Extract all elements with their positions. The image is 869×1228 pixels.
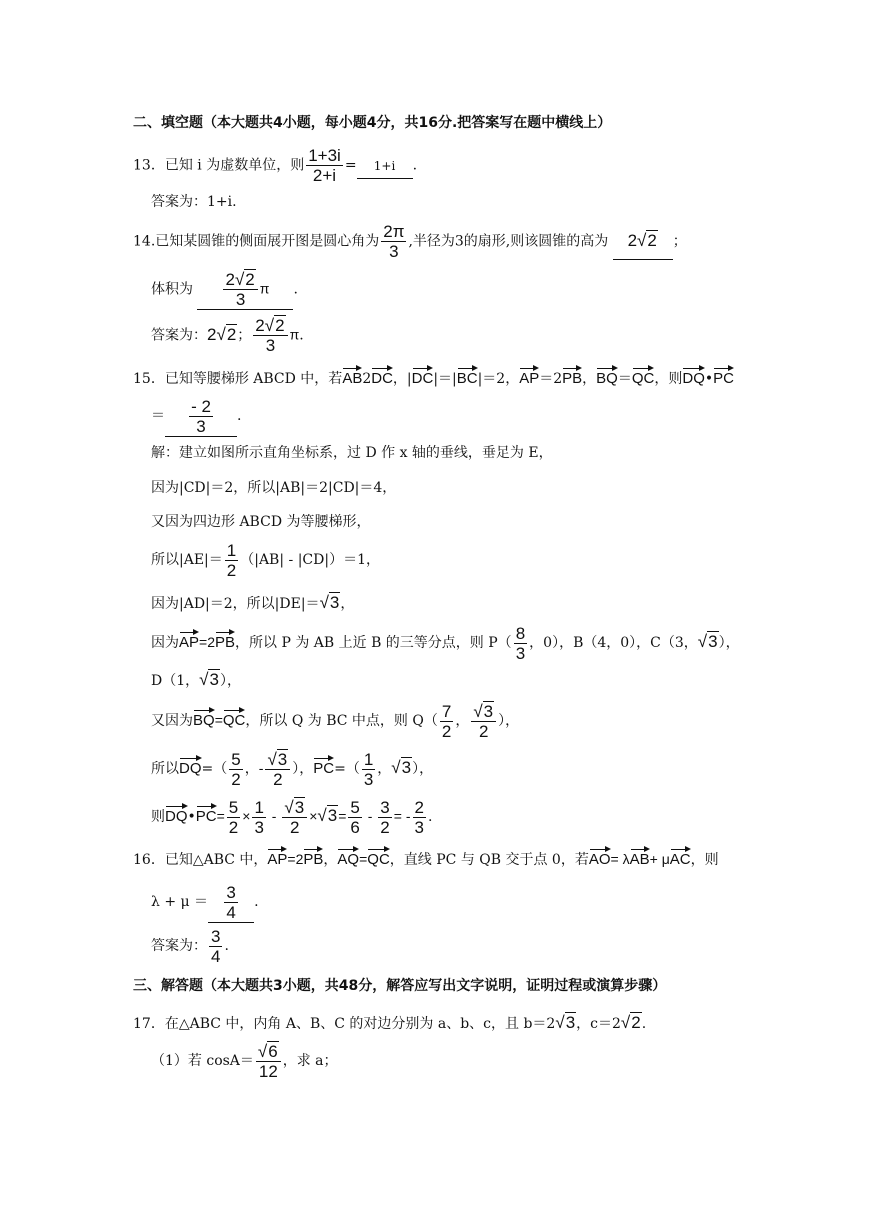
numerator: 1 xyxy=(226,540,237,560)
text-run: 所以|AE|＝ xyxy=(151,552,223,568)
numerator xyxy=(253,316,287,336)
text-run: ，所以 P 为 AB 上近 B 的三等分点，则 P（ xyxy=(235,635,512,651)
denominator: 3 xyxy=(235,290,246,309)
denominator: 3 xyxy=(515,643,526,663)
text-run: 因为 xyxy=(151,635,179,651)
text-run: 所以 xyxy=(151,761,179,777)
text-run: π xyxy=(259,280,270,297)
numerator xyxy=(256,1042,281,1062)
radicand: 2 xyxy=(226,324,237,344)
vector: AB xyxy=(630,846,650,868)
question-17-part-1 xyxy=(151,1040,338,1082)
text-run: λ + μ ＝ xyxy=(151,894,209,910)
text-run: 2 xyxy=(255,316,265,335)
numerator: 1 xyxy=(363,749,374,769)
text-run: = xyxy=(338,808,347,824)
vector: PC xyxy=(313,755,334,777)
solution-line xyxy=(151,590,354,617)
text-run: 14.已知某圆锥的侧面展开图是圆心角为 xyxy=(133,233,380,250)
fraction xyxy=(225,541,238,580)
numerator: 3 xyxy=(211,926,221,946)
text-run: ）， xyxy=(292,761,314,777)
denominator: 2+i xyxy=(312,166,337,185)
answer-blank: 1+i xyxy=(357,154,413,179)
denominator: 4 xyxy=(211,946,221,966)
text-run: 又因为 xyxy=(151,713,193,729)
vector: DC xyxy=(371,365,393,387)
text-run: ，c＝2 xyxy=(576,1016,621,1032)
square-root: 2√2 xyxy=(627,230,657,250)
fraction xyxy=(381,222,406,261)
text-run: ）， xyxy=(498,713,520,729)
text-run: ， xyxy=(323,852,338,868)
vector: QC xyxy=(223,707,246,729)
numerator: 3 xyxy=(380,797,390,817)
text-run: ，直线 PC 与 QB 交于点 0，若 xyxy=(389,852,589,868)
text-run: 16．已知△ABC 中， xyxy=(133,852,268,868)
square-root: 2√2 xyxy=(255,316,285,335)
question-16-answer-line xyxy=(151,882,259,923)
numerator: 2π xyxy=(383,222,405,241)
square-root: √3 xyxy=(284,797,305,817)
square-root: √3 xyxy=(697,632,718,651)
text-run: . xyxy=(412,157,418,174)
text-run: = xyxy=(214,712,223,728)
text-run: = - xyxy=(393,808,411,824)
radicand: 2 xyxy=(275,316,285,335)
solution-line xyxy=(151,748,433,789)
fraction xyxy=(348,798,361,837)
vector: AP xyxy=(519,365,539,387)
text-run: ）， xyxy=(412,761,434,777)
text-run: 13．已知 i 为虚数单位，则 xyxy=(133,157,305,174)
text-run: ，0），B（4，0），C（3， xyxy=(529,635,698,651)
text-run: π xyxy=(289,326,300,343)
fraction xyxy=(440,702,453,741)
question-15: 15．已知等腰梯形 ABCD 中，若AB2DC，|DC|＝|BC|＝2，AP＝2PB，BQ＝QC，则DQ•PC xyxy=(133,365,734,392)
vector: PB xyxy=(215,629,235,651)
solution-line xyxy=(151,796,432,837)
vector: PC xyxy=(713,365,734,387)
text-run: = λ xyxy=(610,851,630,867)
solution-line xyxy=(151,540,380,580)
solution-line: 因为|CD|＝2，所以|AB|＝2|CD|＝4， xyxy=(151,480,397,496)
solution-line xyxy=(151,668,241,693)
text-run: ，求 a； xyxy=(282,1053,338,1069)
numerator: 5 xyxy=(228,797,239,817)
vector: PC xyxy=(196,803,217,825)
denominator: 2 xyxy=(441,721,452,741)
text-run: 答案为： xyxy=(151,938,207,954)
denominator: 3 xyxy=(196,416,206,436)
text-run: ， xyxy=(340,596,355,612)
denominator: 2 xyxy=(273,769,283,789)
square-root: √3 xyxy=(555,1013,576,1032)
square-root: √3 xyxy=(317,806,338,825)
radicand: 3 xyxy=(294,797,305,817)
denominator: 6 xyxy=(350,817,360,837)
numerator: 7 xyxy=(441,701,452,721)
text-run: 2 xyxy=(627,230,638,250)
text-run: ； xyxy=(672,233,687,250)
vector: AQ xyxy=(337,846,359,868)
vector: PB xyxy=(303,846,323,868)
fraction xyxy=(378,798,391,837)
denominator: 4 xyxy=(226,902,236,922)
text-run: 则 xyxy=(151,809,165,825)
numerator: 1+3i xyxy=(308,146,341,165)
question-14-volume xyxy=(151,270,298,310)
answer-blank xyxy=(208,882,254,923)
radicand: 3 xyxy=(329,593,340,612)
fraction xyxy=(413,798,426,837)
fraction xyxy=(227,798,240,837)
vector: DC xyxy=(412,365,434,387)
answer-14 xyxy=(151,316,304,355)
text-run: = xyxy=(216,808,225,824)
denominator: 2 xyxy=(231,769,241,789)
square-root: 2√2 xyxy=(225,270,255,289)
fraction xyxy=(282,798,307,837)
numerator: 1 xyxy=(254,797,264,817)
text-run: |＝| xyxy=(433,371,457,387)
text-run: =（ xyxy=(334,761,360,777)
text-run: ，所以 Q 为 BC 中点，则 Q（ xyxy=(245,713,438,729)
vector: AP xyxy=(179,629,199,651)
text-run: D（1， xyxy=(151,673,200,689)
text-run: =2 xyxy=(199,634,215,650)
text-run: ）， xyxy=(718,635,740,651)
radicand: 3 xyxy=(277,749,288,769)
denominator: 2 xyxy=(228,817,239,837)
denominator: 3 xyxy=(254,817,264,837)
text-run: ， xyxy=(377,761,392,777)
vector: QC xyxy=(367,846,390,868)
numerator: 5 xyxy=(350,797,360,817)
question-15-answer-line xyxy=(151,396,241,437)
radicand: 6 xyxy=(268,1041,278,1061)
text-run: ，- xyxy=(244,761,264,777)
fraction xyxy=(256,1042,281,1081)
solution-line xyxy=(151,622,740,663)
answer-16 xyxy=(151,926,229,966)
fraction xyxy=(224,883,237,922)
fraction xyxy=(223,270,257,309)
square-root: √3 xyxy=(391,758,412,777)
text-run: - xyxy=(267,808,281,824)
square-root: √2 xyxy=(620,1013,641,1032)
text-run: . xyxy=(641,1016,647,1032)
text-run: =2 xyxy=(287,851,304,867)
radicand: 3 xyxy=(209,670,219,689)
question-14 xyxy=(133,222,687,261)
text-run: 2 xyxy=(225,270,235,289)
text-run: . xyxy=(299,327,304,344)
text-run: ， xyxy=(455,713,470,729)
text-run: - xyxy=(363,808,377,824)
text-run: ； xyxy=(237,327,252,344)
text-run: = xyxy=(344,157,357,174)
square-root: √3 xyxy=(319,593,340,612)
radicand: 3 xyxy=(327,806,338,825)
text-run: + μ xyxy=(649,851,670,867)
answer-13: 答案为：1+i. xyxy=(151,194,237,210)
vector: DQ xyxy=(179,755,202,777)
fraction xyxy=(253,316,287,355)
denominator: 2 xyxy=(478,721,489,741)
radicand: 2 xyxy=(245,270,255,289)
fraction xyxy=(265,750,290,789)
text-run: 2 xyxy=(553,371,563,387)
answer-blank xyxy=(165,396,237,437)
text-run: 2 xyxy=(207,324,217,344)
text-run: . xyxy=(427,809,433,825)
text-run: ,半径为3的扇形,则该圆锥的高为 xyxy=(408,233,609,250)
text-run: . xyxy=(293,281,298,298)
answer-blank xyxy=(197,270,293,310)
denominator: 2 xyxy=(226,560,237,580)
radicand: 2 xyxy=(631,1013,641,1032)
denominator: 3 xyxy=(363,769,374,789)
square-root: √3 xyxy=(473,701,494,721)
numerator xyxy=(282,798,307,818)
text-run: ）， xyxy=(219,673,241,689)
fraction xyxy=(189,397,213,436)
section-heading: 二、填空题（本大题共4小题，每小题4分，共16分.把答案写在题中横线上） xyxy=(133,115,612,131)
vector: BQ xyxy=(193,707,215,729)
text-run: . xyxy=(254,894,259,910)
text-run: （1）若 cosA＝ xyxy=(151,1053,254,1069)
vector: PB xyxy=(562,365,582,387)
vector: AC xyxy=(670,846,691,868)
square-root: 2√2 xyxy=(207,324,237,344)
vector: AP xyxy=(267,846,287,868)
question-13 xyxy=(133,146,417,185)
fraction xyxy=(306,146,343,185)
fraction xyxy=(471,702,496,741)
text-run: 15．已知等腰梯形 ABCD 中，若 xyxy=(133,371,343,387)
vector: QC xyxy=(632,365,655,387)
question-17 xyxy=(133,1010,646,1037)
question-16 xyxy=(133,846,719,873)
text-run: （|AB| - |CD|）＝1， xyxy=(240,552,380,568)
square-root: √3 xyxy=(267,749,288,769)
text-run: 体积为 xyxy=(151,281,193,298)
radicand: 3 xyxy=(401,758,412,777)
solution-line: 解：建立如图所示直角坐标系，过 D 作 x 轴的垂线，垂足为 E， xyxy=(151,445,553,461)
vector: DQ xyxy=(165,803,188,825)
text-run: 17．在△ABC 中，内角 A、B、C 的对边分别为 a、b、c，且 b＝2 xyxy=(133,1016,556,1032)
numerator xyxy=(223,270,257,290)
text-run: 因为|AD|＝2，所以|DE|＝ xyxy=(151,596,320,612)
numerator xyxy=(471,702,496,722)
denominator: 3 xyxy=(414,817,424,837)
text-run: ，则 xyxy=(690,852,719,868)
square-root: √3 xyxy=(199,670,219,689)
numerator xyxy=(265,750,290,770)
radicand: 3 xyxy=(708,632,718,651)
text-run: =（ xyxy=(201,761,228,777)
radicand: 3 xyxy=(565,1013,576,1032)
numerator: 8 xyxy=(515,623,526,643)
denominator: 3 xyxy=(389,242,399,261)
numerator: - 2 xyxy=(191,396,211,416)
fraction xyxy=(209,927,222,966)
numerator: 3 xyxy=(226,882,236,902)
text-run: × xyxy=(242,808,251,824)
fraction xyxy=(514,624,527,663)
text-run: ， xyxy=(582,371,597,387)
section-heading: 三、解答题（本大题共3小题，共48分，解答应写出文字说明，证明过程或演算步骤） xyxy=(133,978,667,994)
fraction xyxy=(362,750,375,789)
vector: DQ xyxy=(682,365,705,387)
text-run: 答案为： xyxy=(151,327,207,344)
vector: AO xyxy=(589,846,611,868)
denominator: 2 xyxy=(380,817,390,837)
text-run: ＝ xyxy=(151,408,165,424)
fraction xyxy=(252,798,265,837)
fraction xyxy=(229,750,242,789)
square-root: √6 xyxy=(257,1041,278,1061)
vector: BC xyxy=(457,365,478,387)
numerator: 5 xyxy=(231,749,241,769)
vector: AB xyxy=(342,365,362,387)
answer-blank xyxy=(613,224,673,260)
text-run: . xyxy=(224,938,229,954)
text-run: • xyxy=(187,809,196,825)
text-run: |＝2， xyxy=(477,371,520,387)
text-run: 则 xyxy=(668,371,683,387)
solution-line: 又因为四边形 ABCD 为等腰梯形， xyxy=(151,514,371,530)
text-run: ， xyxy=(654,371,669,387)
denominator: 3 xyxy=(265,336,276,355)
text-run: = xyxy=(359,851,368,867)
solution-line xyxy=(151,700,519,741)
numerator: 2 xyxy=(414,797,424,817)
radicand: 2 xyxy=(647,230,657,250)
text-run: 2 xyxy=(362,371,372,387)
vector: BQ xyxy=(596,365,618,387)
text-run: × xyxy=(309,808,318,824)
denominator: 12 xyxy=(258,1061,278,1081)
text-run: . xyxy=(237,408,242,424)
radicand: 3 xyxy=(483,701,494,721)
denominator: 2 xyxy=(290,817,300,837)
